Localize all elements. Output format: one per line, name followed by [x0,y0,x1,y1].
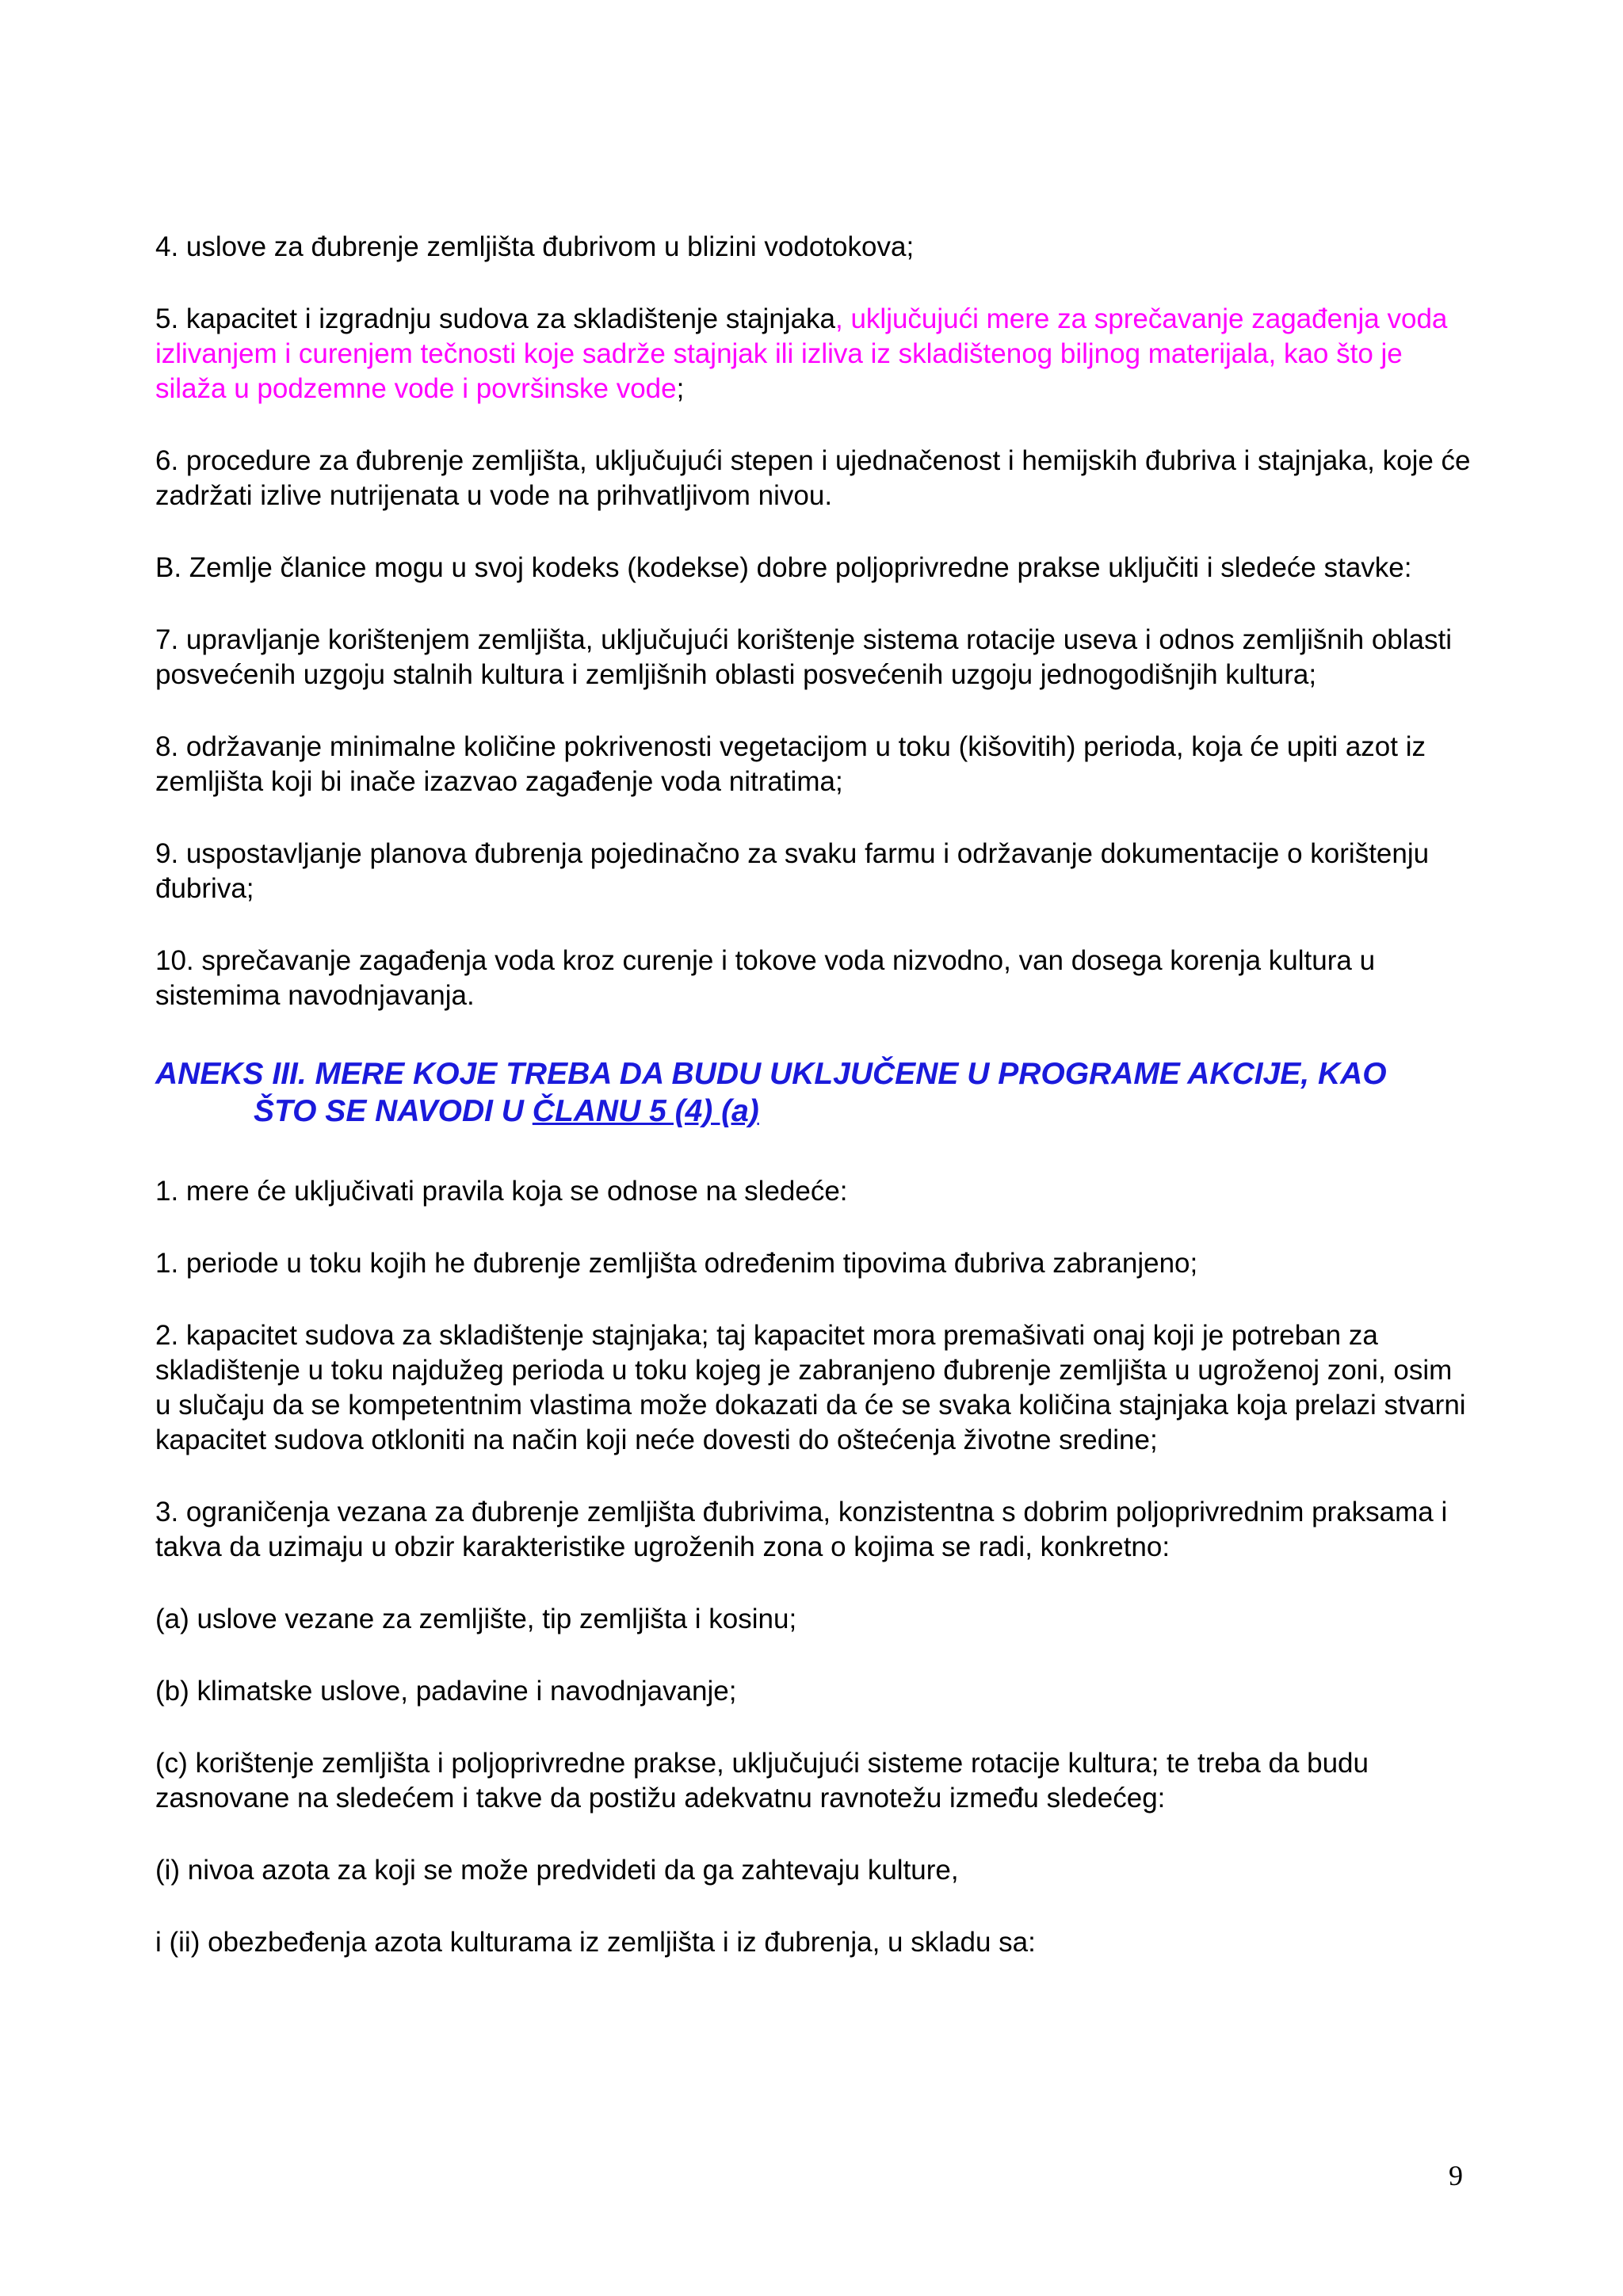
paragraph-subitem-b [155,1674,1471,1709]
paragraph-text: 10. sprečavanje zagađenja voda kroz curenje i tokove voda nizvodno, van dosega korenja kultura u sistemima navodnjavanja. [155,945,1376,1011]
paragraph-subitem-a [155,1602,1471,1637]
annex-heading [155,1055,1471,1130]
paragraph-item-7 [155,623,1471,692]
paragraph-section-b [155,551,1471,585]
paragraph-item-4 [155,230,1471,265]
paragraph-subitem-c [155,1746,1471,1816]
paragraph-measures-intro [155,1174,1471,1209]
paragraph-text: B. Zemlje članice mogu u svoj kodeks (kodekse) dobre poljoprivredne prakse uključiti i sledeće stavke: [155,552,1412,583]
highlighted-text: , uključujući mere za sprečavanje zagađenja voda izlivanjem i curenjem tečnosti koje sadrže stajnjak ili izliva iz skladištenog biljnog materijala, kao što je silaža u podzemne vode i površinske vode [155,303,1448,404]
paragraph-text: 1. periode u toku kojih he đubrenje zemljišta određenim tipovima đubriva zabranjeno; [155,1248,1198,1279]
paragraph-text: (b) klimatske uslove, padavine i navodnjavanje; [155,1676,737,1707]
paragraph-measure-2 [155,1318,1471,1458]
annex-heading-prefix: ŠTO SE NAVODI U [254,1094,533,1128]
paragraph-text: 3. ograničenja vezana za đubrenje zemljišta đubrivima, konzistentna s dobrim poljoprivrednim praksama i takva da uzimaju u obzir karakteristike ugroženih zona o kojima se radi, konkretno: [155,1497,1448,1562]
paragraph-text: 4. uslove za đubrenje zemljišta đubrivom u blizini vodotokova; [155,231,915,262]
paragraph-text: 7. upravljanje korištenjem zemljišta, uključujući korištenje sistema rotacije useva i odnos zemljišnih oblasti posvećenih uzgoju stalnih kultura i zemljišnih oblasti posvećenih uzgoju jednogodišnjih kultura; [155,624,1452,690]
paragraph-measure-3 [155,1495,1471,1565]
paragraph-text: 9. uspostavljanje planova đubrenja pojedinačno za svaku farmu i održavanje dokumentacije o korištenju đubriva; [155,838,1430,904]
paragraph-text: (c) korištenje zemljišta i poljoprivredne prakse, uključujući sisteme rotacije kultura; te treba da budu zasnovane na sledećem i takve da postižu adekvatnu ravnotežu između sledećeg: [155,1748,1369,1814]
paragraph-subitem-ii [155,1925,1471,1960]
paragraph-text: (a) uslove vezane za zemljište, tip zemljišta i kosinu; [155,1604,797,1634]
paragraph-text: 1. mere će uključivati pravila koja se odnose na sledeće: [155,1176,848,1207]
paragraph-item-6 [155,444,1471,513]
paragraph-text: 2. kapacitet sudova za skladištenje stajnjaka; taj kapacitet mora premašivati onaj koji je potreban za skladištenje u toku najdužeg perioda u toku kojeg je zabranjeno đubrenje zemljišta u ugroženoj zoni, osim u slučaju da se kompetentnim vlastima može dokazati da će se svaka količina stajnjaka koja prelazi stvarni kapacitet sudova otkloniti na način koji neće dovesti do oštećenja životne sredine; [155,1320,1466,1455]
paragraph-item-5 [155,302,1471,406]
article-link[interactable]: ČLANU 5 (4) (a) [532,1094,759,1128]
paragraph-subitem-i [155,1853,1471,1888]
paragraph-text: i (ii) obezbeđenja azota kulturama iz zemljišta i iz đubrenja, u skladu sa: [155,1927,1036,1958]
paragraph-text: 5. kapacitet i izgradnju sudova za skladištenje stajnjaka [155,303,835,334]
annex-heading-line2 [155,1093,1471,1130]
page-number: 9 [1449,2160,1463,2191]
paragraph-tail: ; [676,373,685,404]
paragraph-text: 6. procedure za đubrenje zemljišta, uključujući stepen i ujednačenost i hemijskih đubriva i stajnjaka, koje će zadržati izlive nutrijenata u vode na prihvatljivom nivou. [155,445,1471,511]
paragraph-text: (i) nivoa azota za koji se može predvideti da ga zahtevaju kulture, [155,1855,959,1886]
paragraph-measure-1 [155,1246,1471,1281]
paragraph-item-10 [155,944,1471,1013]
paragraph-text: 8. održavanje minimalne količine pokrivenosti vegetacijom u toku (kišovitih) perioda, koja će upiti azot iz zemljišta koji bi inače izazvao zagađenje voda nitratima; [155,731,1426,797]
annex-heading-line1: ANEKS III. MERE KOJE TREBA DA BUDU UKLJUČENE U PROGRAME AKCIJE, KAO [155,1057,1387,1091]
paragraph-item-9 [155,837,1471,906]
document-body [155,230,1471,1997]
paragraph-item-8 [155,730,1471,799]
